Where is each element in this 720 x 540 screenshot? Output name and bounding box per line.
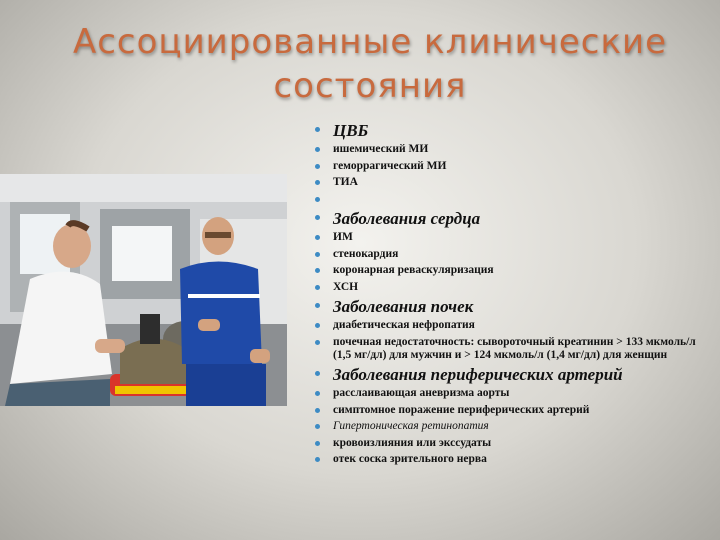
bullet-icon (315, 408, 320, 413)
bullet-icon (315, 252, 320, 257)
slide-title-line-1: Ассоциированные клинические (72, 22, 667, 62)
list-item: стенокардия (312, 248, 707, 261)
section-heart (312, 209, 707, 294)
list-item: ИМ (312, 231, 707, 244)
bullet-icon (315, 180, 320, 185)
bullet-icon (315, 371, 320, 376)
bullet-icon (315, 127, 320, 132)
section-heading: ЦВБ (312, 121, 707, 140)
ambulance-photo (0, 174, 287, 406)
list-item: отек соска зрительного нерва (312, 453, 707, 466)
section-kidney (312, 297, 707, 362)
bullet-icon (315, 340, 320, 345)
bullet-icon (315, 147, 320, 152)
section-heading: Заболевания почек (312, 297, 707, 316)
bullet-icon (315, 285, 320, 290)
list-item: Гипертоническая ретинопатия (312, 420, 707, 433)
list-item: ТИА (312, 176, 707, 189)
section-heading: Заболевания периферических артерий (312, 365, 707, 384)
bullet-icon (315, 268, 320, 273)
bullet-icon (315, 457, 320, 462)
bullet-icon (315, 323, 320, 328)
list-item: расслаивающая аневризма аорты (312, 387, 707, 400)
bullet-icon (315, 164, 320, 169)
bullet-icon (315, 235, 320, 240)
list-item: коронарная реваскуляризация (312, 264, 707, 277)
list-item: диабетическая нефропатия (312, 319, 707, 332)
list-item: симптомное поражение периферических артерий (312, 404, 707, 417)
bullet-icon (315, 197, 320, 202)
bullet-icon (315, 391, 320, 396)
list-item: ХСН (312, 281, 707, 294)
section-peripheral (312, 365, 707, 466)
list-item: геморрагический МИ (312, 160, 707, 173)
list-item: ишемический МИ (312, 143, 707, 156)
slide-title (40, 20, 700, 108)
section-cvd (312, 121, 707, 206)
slide-title-line-2: состояния (273, 66, 467, 106)
list-item: кровоизлияния или экссудаты (312, 437, 707, 450)
bullet-icon (315, 441, 320, 446)
bullet-icon (315, 424, 320, 429)
bullet-content (312, 118, 707, 470)
ambulance-photo-illustration (0, 174, 287, 406)
list-item-empty (312, 193, 707, 206)
section-heading: Заболевания сердца (312, 209, 707, 228)
list-item: почечная недостаточность: сывороточный креатинин > 133 мкмоль/л (1,5 мг/дл) для мужчин и > 124 мкмоль/л (1,4 мг/дл) для женщин (312, 336, 707, 362)
bullet-icon (315, 215, 320, 220)
bullet-icon (315, 303, 320, 308)
